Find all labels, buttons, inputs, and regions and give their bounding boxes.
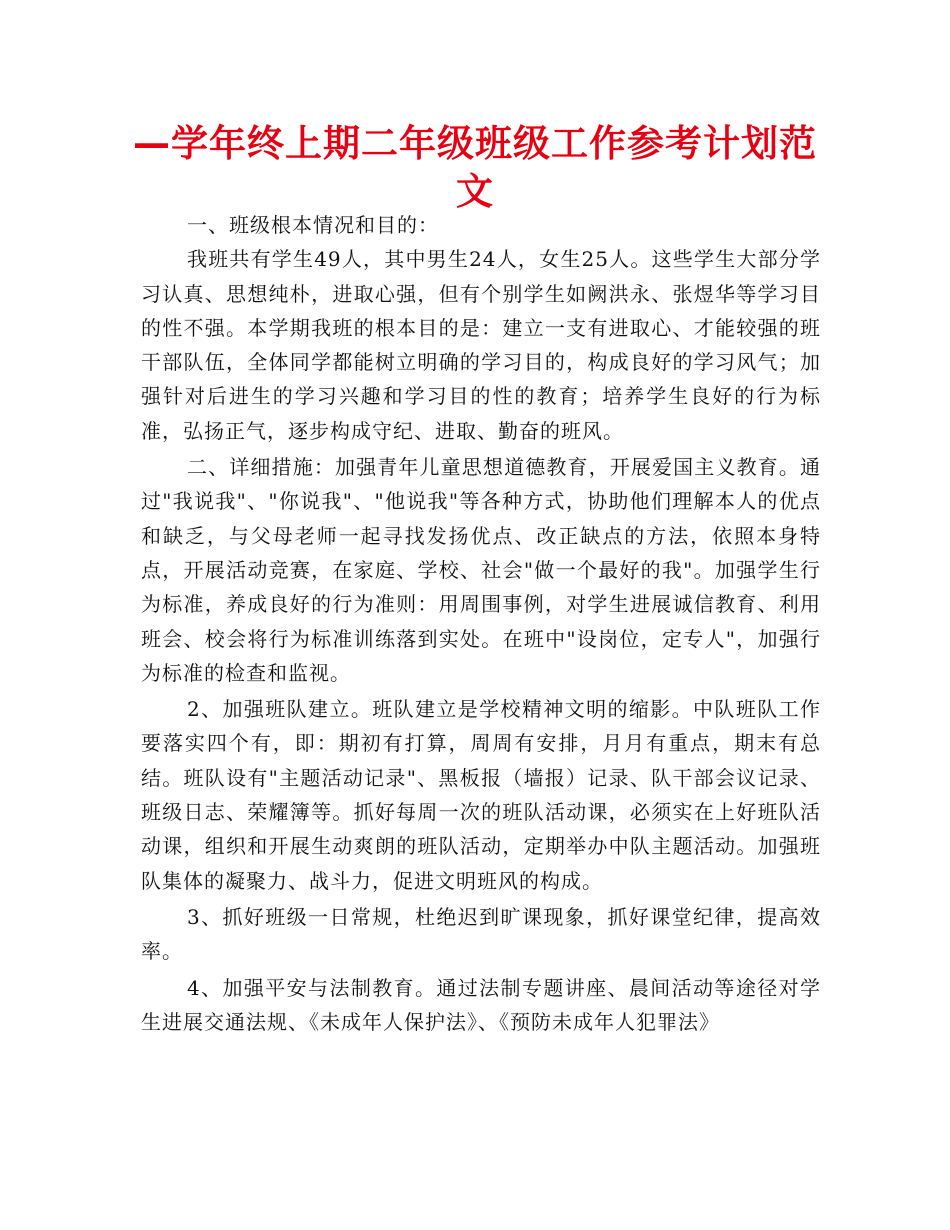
paragraph-safety-legal: 4、加强平安与法制教育。通过法制专题讲座、晨间活动等途径对学生进展交通法规、《未成年人保护法》、《预防未成年人犯罪法》 [141,975,821,1034]
paragraph-class-overview: 我班共有学生49人，其中男生24人，女生25人。这些学生大部分学习认真、思想纯朴，进取心强，但有个别学生如阙洪永、张煜华等学习目的性不强。本学期我班的根本目的是：建立一支有进取心、才能较强的班干部队伍，全体同学都能树立明确的学习目的，构成良好的学习风气；加强针对后进生的学习兴趣和学习目的性的教育；培养学生良好的行为标准，弘扬正气，逐步构成守纪、进取、勤奋的班风。 [141,247,821,443]
paragraph-daily-routine: 3、抓好班级一日常规，杜绝迟到旷课现象，抓好课堂纪律，提高效率。 [141,904,821,964]
section-heading-1: 一、班级根本情况和目的： [187,213,439,237]
paragraph-team-building: 2、加强班队建立。班队建立是学校精神文明的缩影。中队班队工作要落实四个有，即：期初有打算，周周有安排，月月有重点，期末有总结。班队设有"主题活动记录"、黑板报（墙报）记录、队干部会议记录、班级日志、荣耀簿等。抓好每周一次的班队活动课，必须实在上好班队活动课，组织和开展生动爽朗的班队活动，定期举办中队主题活动。加强班队集体的凝聚力、战斗力，促进文明班风的构成。 [141,697,821,893]
paragraph-measures: 二、详细措施：加强青年儿童思想道德教育，开展爱国主义教育。通过"我说我"、"你说我"、"他说我"等各种方式，协助他们理解本人的优点和缺乏，与父母老师一起寻找发扬优点、改正缺点的方法，依照本身特点，开展活动竞赛，在家庭、学校、社会"做一个最好的我"。加强学生行为标准，养成良好的行为准则：用周围事例，对学生进展诚信教育、利用班会、校会将行为标准训练落到实处。在班中"设岗位，定专人"，加强行为标准的检查和监视。 [141,455,821,685]
document-title: —学年终上期二年级班级工作参考计划范文 [133,122,817,213]
document-body [141,208,821,1039]
